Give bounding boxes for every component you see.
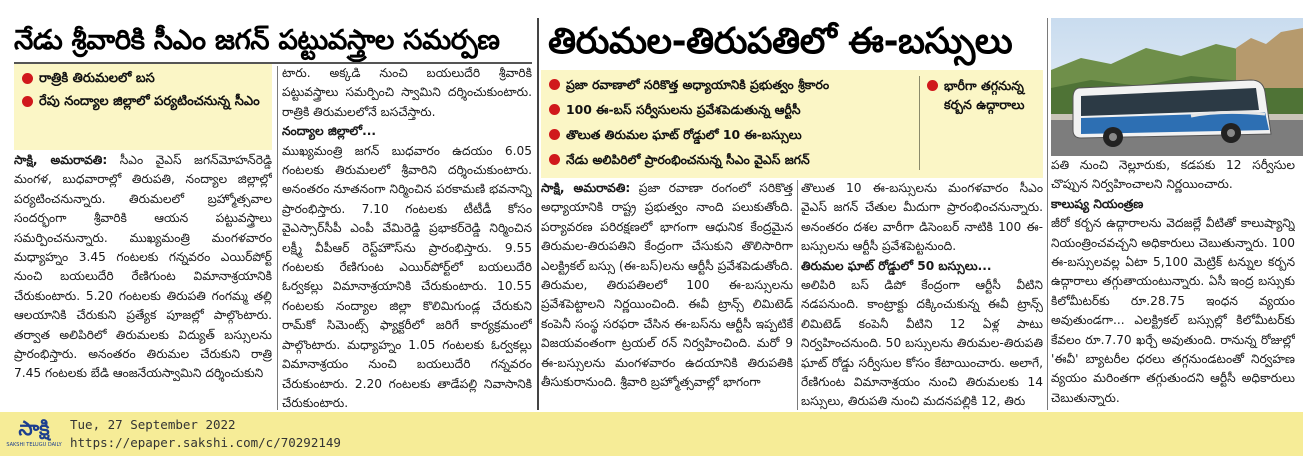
ebus-image <box>1051 18 1303 156</box>
right-col3b-text: జీరో కర్బన ఉద్గారాలను వెదజల్లే వీటితో కాలుష్యాన్ని నియంత్రించవచ్చని అధికారులు చెబుతున్నారు. 100 ఈ-బస్సులవల్ల ఏటా 5,100 మెట్రిక్ టన్నుల కర్బన ఉద్గారాలు తగ్గుతాయంటున్నారు. ఏసీ ఇంద్ర బస్సుకు కిలోమీటర్‌కు రూ.28.75 ఇంధన వ్యయం అవుతుండగా... ఎలక్ట్రికల్ బస్సుల్లో కిలోమీటర్‌కు కేవలం రూ.7.70 ఖర్చే అవుతుంది. రానున్న రోజుల్లో 'ఈవీ' బ్యాటరీల ధరలు తగ్గనుండటంతో నిర్వహణ వ్యయం మరింతగా తగ్గుతుందని ఆర్టీసీ అధికారులు చెబుతున్నారు. <box>1051 216 1295 405</box>
bullet-dot-icon <box>22 73 33 84</box>
bullet-dot-icon <box>549 104 560 115</box>
left-story-column-2 <box>282 64 532 410</box>
right-subheading: తిరుమల ఘాట్ రోడ్డులో 50 బస్సులు... <box>801 258 992 273</box>
right-highlight-text: ప్రజా రవాణాలో సరికొత్త అధ్యాయానికి ప్రభుత్వం శ్రీకారం <box>566 77 830 92</box>
right-highlights-box <box>541 70 1043 178</box>
side-highlight <box>927 76 1037 114</box>
left-highlights-box <box>14 64 272 150</box>
footer-date: Tue, 27 September 2022 <box>70 417 236 432</box>
bullet-dot-icon <box>549 154 560 165</box>
right-dateline: సాక్షి, అమరావతి: <box>541 181 631 195</box>
right-highlight-text: నేడు అలిపిరిలో ప్రారంభించనున్న సీఎం వైఎస్ జగన్ <box>566 152 810 167</box>
right-highlight-text: తొలుత తిరుమల ఘాట్ రోడ్డులో 10 ఈ-బస్సులు <box>566 127 802 142</box>
bullet-dot-icon <box>22 96 33 107</box>
left-col2a-text: టారు. అక్కడి నుంచి బయలుదేరి శ్రీవారికి పట్టువస్త్రాలు సమర్పించి స్వామిని దర్శించుకుంటారు. రాత్రికి తిరుమలలోనే బసచేస్తారు. <box>282 66 532 119</box>
footer-url[interactable]: https://epaper.sakshi.com/c/70292149 <box>70 435 341 450</box>
right-col1-text: ప్రజా రవాణా రంగంలో సరికొత్త అధ్యాయానికి రాష్ట్ర ప్రభుత్వం నాంది పలుకుతోంది. పర్యావరణ పరిరక్షణలో భాగంగా ఆధునిక కేంద్రమైన తిరుమల-తిరుపతిని కేంద్రంగా చేసుకుని తొలిసారిగా ఎలక్ట్రికల్ బస్సు (ఈ-బస్)లను ఆర్టీసీ ప్రవేశపెడుతోంది. తిరుమల, తిరుపతిలలో 100 ఈ-బస్సులను ప్రవేశపెట్టాలని నిర్ణయించింది. ఈవీ ట్రాన్స్ లిమిటెడ్ కంపెనీ సంస్థ సరఫరా చేసిన ఈ-బస్‌ను ఆర్టీసీ ఇప్పటికే విజయవంతంగా ట్రయల్ రన్ నిర్వహించింది. మరో 9 ఈ-బస్సులను మంగళవారం ఉదయానికి తిరుపతికి తీసుకురానుంది. శ్రీవారి బ్రహ్మోత్సవాల్లో భాగంగా <box>541 181 793 390</box>
sakshi-logo <box>4 415 64 453</box>
bullet-dot-icon <box>549 79 560 90</box>
footer-bar <box>0 412 1303 456</box>
right-col3-subheading: కాలుష్య నియంత్రణ <box>1051 196 1144 211</box>
right-story-column-3 <box>1051 156 1295 410</box>
right-column-divider-1 <box>797 180 798 410</box>
left-highlight-item <box>22 92 264 111</box>
bullet-dot-icon <box>927 80 938 91</box>
highlight-inner-divider <box>919 76 920 170</box>
right-headline: తిరుమల-తిరుపతిలో ఈ-బస్సులు <box>548 21 1013 62</box>
left-column-divider <box>277 66 278 410</box>
logo-text: సాక్షి <box>18 416 50 440</box>
right-highlight-item <box>549 125 911 144</box>
left-story-column-1 <box>14 151 272 409</box>
right-highlight-item <box>549 75 911 94</box>
right-col2b-text: అలిపిరి బస్ డిపో కేంద్రంగా ఆర్టీసీ వీటిని నడపనుంది. కాంట్రాక్టు దక్కించుకున్న ఈవీ ట్రాన్స్ లిమిటెడ్ కంపెనీ వీటిని 12 ఏళ్ల పాటు నిర్వహించనుంది. 50 బస్సులను తిరుమల-తిరుపతి ఘాట్ రోడ్డు సర్వీసుల కోసం కేటాయించారు. అలాగే, రేణిగుంట విమానాశ్రయం నుంచి తిరుమలకు 14 బస్సులు, తిరుపతి నుంచి మదనపల్లికి 12, తిరు <box>801 278 1043 409</box>
right-col3a-text: పతి నుంచి నెల్లూరుకు, కడపకు 12 సర్వీసుల చొప్పున నిర్వహించాలని నిర్ణయించారు. <box>1051 158 1295 192</box>
left-highlight-text: రేపు నంద్యాల జిల్లాలో పర్యటించనున్న సీఎం <box>39 94 260 109</box>
right-highlights-list <box>549 75 911 169</box>
right-highlight-item <box>549 100 911 119</box>
left-highlight-text: రాత్రికి తిరుమలలో బస <box>39 71 155 86</box>
right-highlight-text: 100 ఈ-బస్ సర్వీసులను ప్రవేశపెడుతున్న ఆర్టీసీ <box>566 102 801 117</box>
side-highlight-text: భారీగా తగ్గనున్న కర్బన ఉద్గారాలు <box>944 78 1025 112</box>
right-story-column-2 <box>801 179 1043 410</box>
right-story-column-1 <box>541 179 793 410</box>
left-col1-text: సీఎం వైఎస్ జగన్‌మోహన్‌రెడ్డి మంగళ, బుధవారాల్లో తిరుపతి, నంద్యాల జిల్లాల్లో పర్యటించనున్నారు. తిరుమలలో బ్రహ్మోత్సవాల సందర్భంగా శ్రీవారికి ఆయన పట్టువస్త్రాలు సమర్పించనున్నారు. ముఖ్యమంత్రి మంగళవారం మధ్యాహ్నం 3.45 గంటలకు గన్నవరం ఎయిర్‌పోర్ట్ నుంచి బయలుదేరి రేణిగుంట విమానాశ్రయానికి చేరుకుంటారు. 5.20 గంటలకు తిరుపతి గంగమ్మ తల్లి ఆలయానికి చేరుకుని ప్రత్యేక పూజల్లో పాల్గొంటారు. తర్వాత అలిపిరిలో తిరుమలకు విద్యుత్ బస్సులను ప్రారంభిస్తారు. అనంతరం తిరుమల చేరుకుని రాత్రి 7.45 గంటలకు బేడి ఆంజనేయస్వామిని దర్శించుకుని <box>14 153 272 381</box>
right-highlight-item <box>549 150 911 169</box>
ebus-photo <box>1051 18 1303 156</box>
logo-subtext: SAKSHI TELUGU DAILY <box>6 442 62 448</box>
story-divider <box>537 18 539 410</box>
left-highlight-item <box>22 69 264 88</box>
right-col2a-text: తొలుత 10 ఈ-బస్సులను మంగళవారం సీఎం వైఎస్ జగన్ చేతుల మీదుగా ప్రారంభించనున్నారు. అనంతరం దశల వారీగా డిసెంబర్ నాటికి 100 ఈ-బస్సులను ఆర్టీసీ ప్రవేశపెట్టనుంది. <box>801 181 1043 254</box>
left-dateline: సాక్షి, అమరావతి: <box>14 153 108 167</box>
left-headline: నేడు శ్రీవారికి సీఎం జగన్ పట్టువస్త్రాల సమర్పణ <box>14 24 500 56</box>
left-subheading: నంద్యాల జిల్లాలో... <box>282 124 376 139</box>
bullet-dot-icon <box>549 129 560 140</box>
right-column-divider-2 <box>1047 18 1048 410</box>
left-col2b-text: ముఖ్యమంత్రి జగన్ బుధవారం ఉదయం 6.05 గంటలకు తిరుమలలో శ్రీవారిని దర్శించుకుంటారు. అనంతరం నూతనంగా నిర్మించిన పరకామణి భవనాన్ని ప్రారంభిస్తారు. 7.10 గంటలకు టీటీడీ కోసం వైఎస్సార్‌సీపీ ఎంపీ వేమిరెడ్డి ప్రభాకర్‌రెడ్డి నిర్మించిన లక్ష్మీ వీపీఆర్ రెస్ట్‌హౌస్‌ను ప్రారంభిస్తారు. 9.55 గంటలకు రేణిగుంట ఎయిర్‌పోర్ట్‌లో బయలుదేరి ఓర్వకల్లు విమానాశ్రయానికి చేరుకుంటారు. 10.55 గంటలకు నంద్యాల జిల్లా కొలిమిగుండ్ల చేరుకుని రామ్‌కో సిమెంట్స్ ఫ్యాక్టరీలో జరిగే కార్యక్రమంలో పాల్గొంటారు. మధ్యాహ్నం 1.05 గంటలకు ఓర్వకల్లు విమానాశ్రయం నుంచి బయలుదేరి గన్నవరం చేరుకుంటారు. 2.20 గంటలకు తాడేపల్లి నివాసానికి చేరుకుంటారు. <box>282 143 532 410</box>
